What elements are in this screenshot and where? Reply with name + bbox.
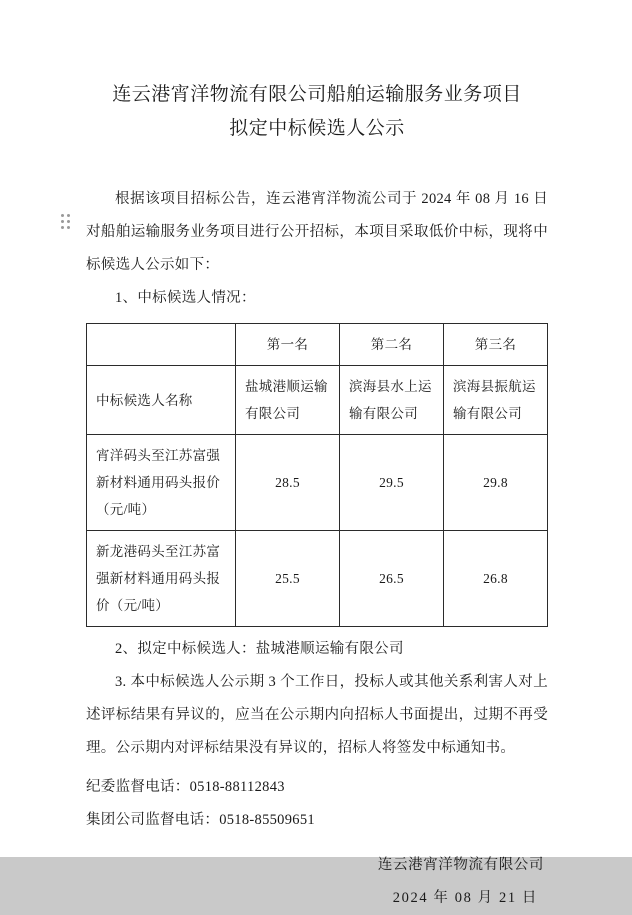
bid-candidates-table: [86, 323, 548, 627]
table-row: [87, 366, 548, 435]
cell-xiaoyang-price-3: 29.8: [444, 435, 548, 531]
table-header-rank-3: 第三名: [444, 324, 548, 366]
signature-block: [86, 849, 548, 915]
page-title-line-2: 拟定中标候选人公示: [229, 118, 405, 139]
table-header-row: [87, 324, 548, 366]
section-2-text: 2、拟定中标候选人：盐城港顺运输有限公司: [115, 641, 404, 657]
signature-company: 连云港宵洋物流有限公司: [377, 857, 544, 873]
cell-candidate-name-1: 盐城港顺运输有限公司: [236, 366, 340, 435]
table-header-rank-1: 第一名: [236, 324, 340, 366]
row-label-candidate-name: 中标候选人名称: [87, 366, 236, 435]
page-title-line-1: 连云港宵洋物流有限公司船舶运输服务业务项目: [112, 84, 522, 105]
title-block: [86, 0, 548, 146]
cell-xinlonggang-price-2: 26.5: [340, 531, 444, 627]
contact-group-phone: 集团公司监督电话：0518-85509651: [86, 812, 315, 828]
paragraph-intro: 根据该项目招标公告，连云港宵洋物流公司于 2024 年 08 月 16 日对船舶运输服务业务项目进行公开招标，本项目采取低价中标，现将中标候选人公示如下：: [86, 191, 548, 273]
signature-date: 2024 年 08 月 21 日: [392, 890, 538, 906]
table-corner-cell: [87, 324, 236, 366]
body-block: [86, 183, 548, 915]
row-label-xiaoyang-price: 宵洋码头至江苏富强新材料通用码头报价（元/吨）: [87, 435, 236, 531]
table-row: [87, 435, 548, 531]
cell-xiaoyang-price-1: 28.5: [236, 435, 340, 531]
section-3-text: 3. 本中标候选人公示期 3 个工作日，投标人或其他关系利害人对上述评标结果有异议的，应当在公示期内向招标人书面提出，过期不再受理。公示期内对评标结果没有异议的，招标人将签发中标通知书。: [86, 674, 548, 756]
page-content: [86, 0, 548, 906]
cell-xinlonggang-price-1: 25.5: [236, 531, 340, 627]
table-header-rank-2: 第二名: [340, 324, 444, 366]
contact-discipline-phone: 纪委监督电话：0518-88112843: [86, 779, 285, 795]
row-label-xinlonggang-price: 新龙港码头至江苏富强新材料通用码头报价（元/吨）: [87, 531, 236, 627]
cell-xiaoyang-price-2: 29.5: [340, 435, 444, 531]
cell-xinlonggang-price-3: 26.8: [444, 531, 548, 627]
cell-candidate-name-3: 滨海县振航运输有限公司: [444, 366, 548, 435]
drag-handle-icon[interactable]: [61, 214, 70, 230]
cell-candidate-name-2: 滨海县水上运输有限公司: [340, 366, 444, 435]
section-1-heading: 1、中标候选人情况：: [115, 290, 256, 306]
table-row: [87, 531, 548, 627]
